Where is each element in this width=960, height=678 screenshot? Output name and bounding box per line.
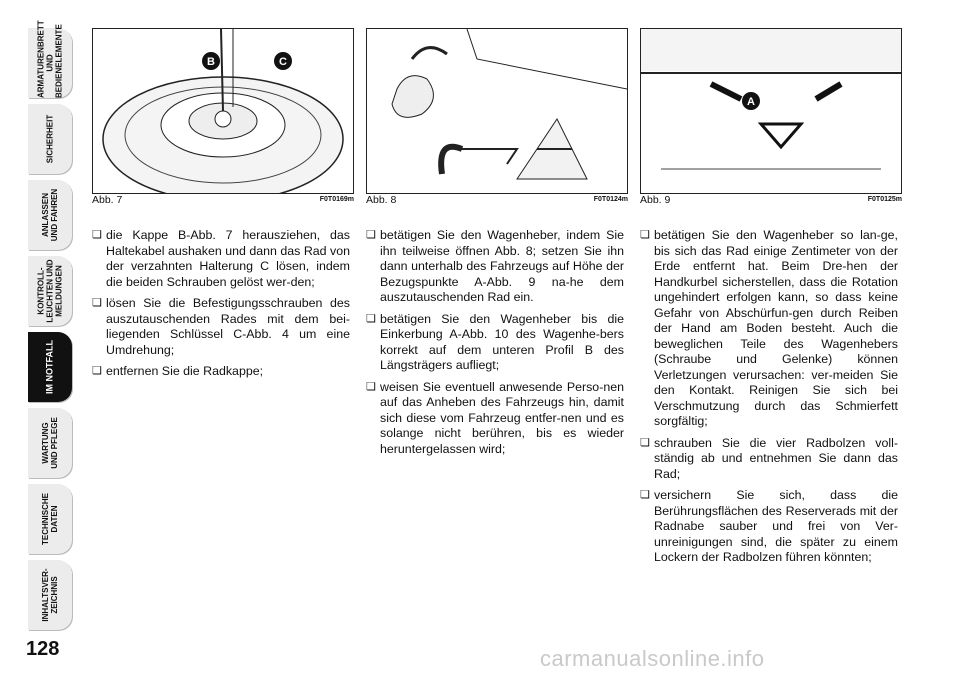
text-column-middle — [366, 228, 624, 463]
reference-point-illustration — [641, 29, 901, 193]
tab-inhaltsverzeichnis[interactable]: INHALTSVER- ZEICHNIS — [28, 560, 72, 630]
figure-abb-9 — [640, 28, 902, 194]
figure-abb-7 — [92, 28, 354, 194]
tab-armaturenbrett[interactable]: ARMATURENBRETT UND BEDIENELEMENTE — [28, 28, 72, 98]
tab-sicherheit[interactable]: SICHERHEIT — [28, 104, 72, 174]
page-number: 128 — [26, 638, 60, 660]
list-item: ❏ betätigen Sie den Wagenheber, indem Sie ihn teilweise öffnen Abb. 8; setzen Sie ihn dann unterhalb des Fahrzeugs auf Höhe der Bezugspunkte A-Abb. 9 na-he dem auszutauschenden Rad ein. — [366, 228, 624, 306]
jack-illustration — [367, 29, 627, 193]
caption-abb-9: Abb. 9 F0T0125m — [640, 194, 902, 206]
text-column-left — [92, 228, 350, 386]
svg-text:A: A — [747, 96, 755, 108]
list-item: ❏ betätigen Sie den Wagenheber bis die Einkerbung A-Abb. 10 des Wagenhe-bers korrekt auf dem unteren Profil B des Längsträgers aufliegt; — [366, 312, 624, 374]
svg-text:C: C — [279, 56, 287, 68]
callout-c — [274, 52, 292, 70]
list-item: ❏ versichern Sie sich, dass die Berührungsflächen des Reserverads mit der Radnabe sauber und frei von Ver-unreinigungen sind, die später zu einem Lockern der Radbolzen führen könnten; — [640, 488, 898, 566]
callout-a — [742, 92, 760, 110]
figure-abb-8 — [366, 28, 628, 194]
list-item: ❏ weisen Sie eventuell anwesende Perso-nen auf das Anheben des Fahrzeugs hin, damit sich diese vom Fahrzeug entfer-nen und es solange nicht berühren, bis es wieder heruntergelassen wird; — [366, 380, 624, 458]
list-item: ❏ lösen Sie die Befestigungsschrauben des auszutauschenden Rades mit dem bei-liegenden Schlüssel C-Abb. 4 um eine Umdrehung; — [92, 296, 350, 358]
list-item: ❏ betätigen Sie den Wagenheber so lan-ge, bis sich das Rad einige Zentimeter von der Erde entfernt hat. Beim Dre-hen der Handkurbel sicherstellen, dass die Rotation ungehindert erfolgen kann, so dass keine Gefahr von Abschürfun-gen durch Reiben der Hand am Boden besteht. Auch die beweglichen Teile des Wagenhebers (Schraube und Gelenke) können Verletzungen verursachen: ver-meiden Sie den Kontakt. Reinigen Sie sich bei Verschmutzung durch das Schmierfett sorgfältig; — [640, 228, 898, 430]
caption-abb-8: Abb. 8 F0T0124m — [366, 194, 628, 206]
tab-kontrollleuchten[interactable]: KONTROLL- LEUCHTEN UND MELDUNGEN — [28, 256, 72, 326]
tab-im-notfall[interactable]: IM NOTFALL — [28, 332, 72, 402]
text-column-right — [640, 228, 898, 572]
svg-text:B: B — [207, 56, 215, 68]
list-item: ❏ die Kappe B-Abb. 7 herausziehen, das Haltekabel aushaken und dann das Rad von der verzahnten Halterung C lösen, indem die beiden Schrauben gelöst wer-den; — [92, 228, 350, 290]
tab-anlassen[interactable]: ANLASSEN UND FAHREN — [28, 180, 72, 250]
spare-wheel-illustration — [93, 29, 353, 193]
callout-b — [202, 52, 220, 70]
watermark: carmanualsonline.info — [540, 646, 765, 671]
tab-technische-daten[interactable]: TECHNISCHE DATEN — [28, 484, 72, 554]
list-item: ❏ schrauben Sie die vier Radbolzen voll-ständig ab und entnehmen Sie dann das Rad; — [640, 436, 898, 483]
tab-wartung[interactable]: WARTUNG UND PFLEGE — [28, 408, 72, 478]
caption-abb-7: Abb. 7 F0T0169m — [92, 194, 354, 206]
list-item: ❏ entfernen Sie die Radkappe; — [92, 364, 350, 380]
